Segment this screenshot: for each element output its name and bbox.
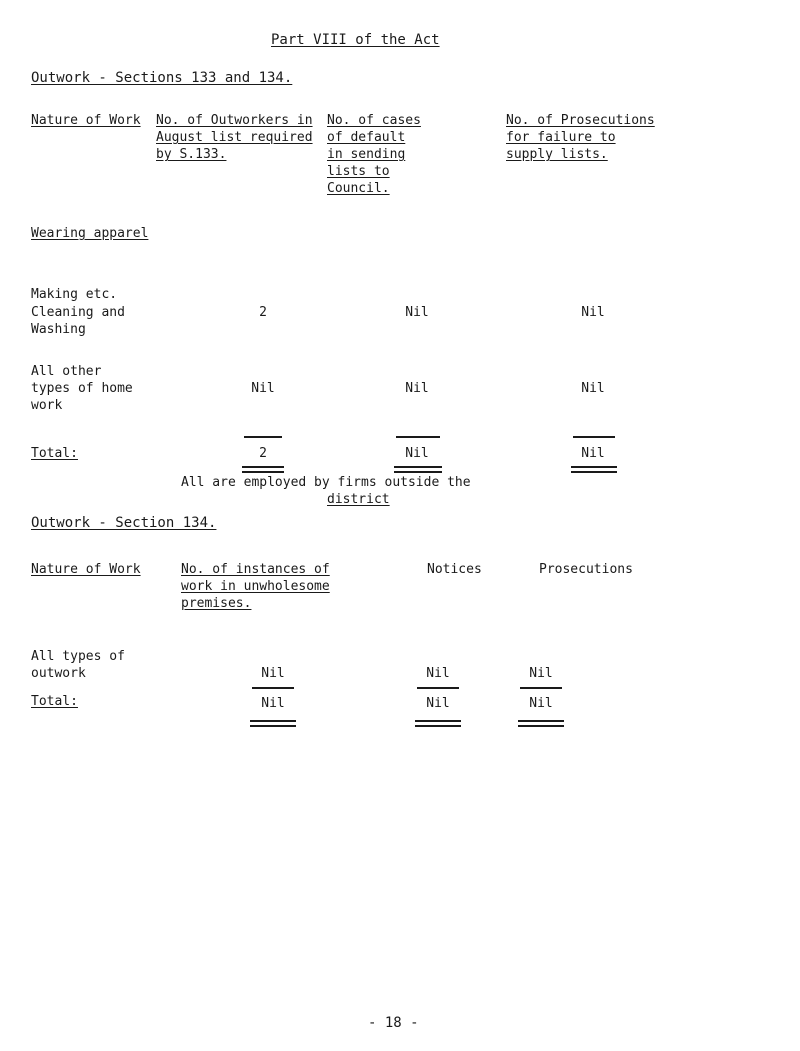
column-header-line: of default <box>327 130 406 145</box>
column-header-line: No. of Outworkers in <box>156 113 313 128</box>
row-label-line: types of home <box>31 381 133 396</box>
row-label-line: All other <box>31 364 102 379</box>
total-rule <box>244 436 282 438</box>
column-header-line: No. of cases <box>327 113 421 128</box>
note-line: All are employed by firms outside the <box>181 475 471 490</box>
total-double-rule <box>415 720 461 727</box>
cell-outworkers: 2 <box>259 305 267 320</box>
total-rule <box>573 436 615 438</box>
total-label: Total: <box>31 694 78 709</box>
total-double-rule <box>518 720 564 727</box>
cell-prosecutions: Nil <box>581 305 605 320</box>
section-heading-134: Outwork - Section 134. <box>31 515 217 531</box>
total-rule <box>417 687 459 689</box>
cell-cases: Nil <box>405 305 429 320</box>
total-rule <box>252 687 294 689</box>
cell-instances: Nil <box>261 666 285 681</box>
column-header-nature-of-work: Nature of Work <box>31 113 141 128</box>
row-label-line: Washing <box>31 322 86 337</box>
column-header-line: supply lists. <box>506 147 608 162</box>
column-header-line: premises. <box>181 596 252 611</box>
total-instances: Nil <box>261 696 285 711</box>
column-header-line: No. of Prosecutions <box>506 113 655 128</box>
page-title: Part VIII of the Act <box>271 32 440 48</box>
cell-cases: Nil <box>405 381 429 396</box>
column-header-nature-of-work: Nature of Work <box>31 562 141 577</box>
total-double-rule <box>571 466 617 473</box>
row-label-line: All types of <box>31 649 125 664</box>
total-notices: Nil <box>426 696 450 711</box>
page-number: - 18 - <box>368 1015 419 1031</box>
total-cases: Nil <box>405 446 429 461</box>
column-header-line: August list required <box>156 130 313 145</box>
note-line: district <box>327 492 390 507</box>
total-rule <box>520 687 562 689</box>
row-label-line: work <box>31 398 63 413</box>
column-header-line: in sending <box>327 147 406 162</box>
column-header-notices: Notices <box>427 562 482 577</box>
column-header-line: for failure to <box>506 130 616 145</box>
cell-prosecutions: Nil <box>581 381 605 396</box>
total-rule <box>396 436 440 438</box>
total-prosecutions: Nil <box>529 696 553 711</box>
cell-notices: Nil <box>426 666 450 681</box>
row-label-line: Making etc. <box>31 287 118 302</box>
total-label: Total: <box>31 446 78 461</box>
column-header-line: lists to <box>327 164 390 179</box>
column-header-line: work in unwholesome <box>181 579 330 594</box>
column-header-line: No. of instances of <box>181 562 330 577</box>
column-header-line: Council. <box>327 181 390 196</box>
total-outworkers: 2 <box>259 446 267 461</box>
category-wearing-apparel: Wearing apparel <box>31 226 149 241</box>
row-label-line: outwork <box>31 666 86 681</box>
total-double-rule <box>242 466 284 473</box>
cell-outworkers: Nil <box>251 381 275 396</box>
cell-prosecutions: Nil <box>529 666 553 681</box>
column-header-line: by S.133. <box>156 147 227 162</box>
total-prosecutions: Nil <box>581 446 605 461</box>
row-label-line: Cleaning and <box>31 305 125 320</box>
column-header-prosecutions: Prosecutions <box>539 562 633 577</box>
total-double-rule <box>250 720 296 727</box>
section-heading-133-134: Outwork - Sections 133 and 134. <box>31 70 293 86</box>
total-double-rule <box>394 466 442 473</box>
